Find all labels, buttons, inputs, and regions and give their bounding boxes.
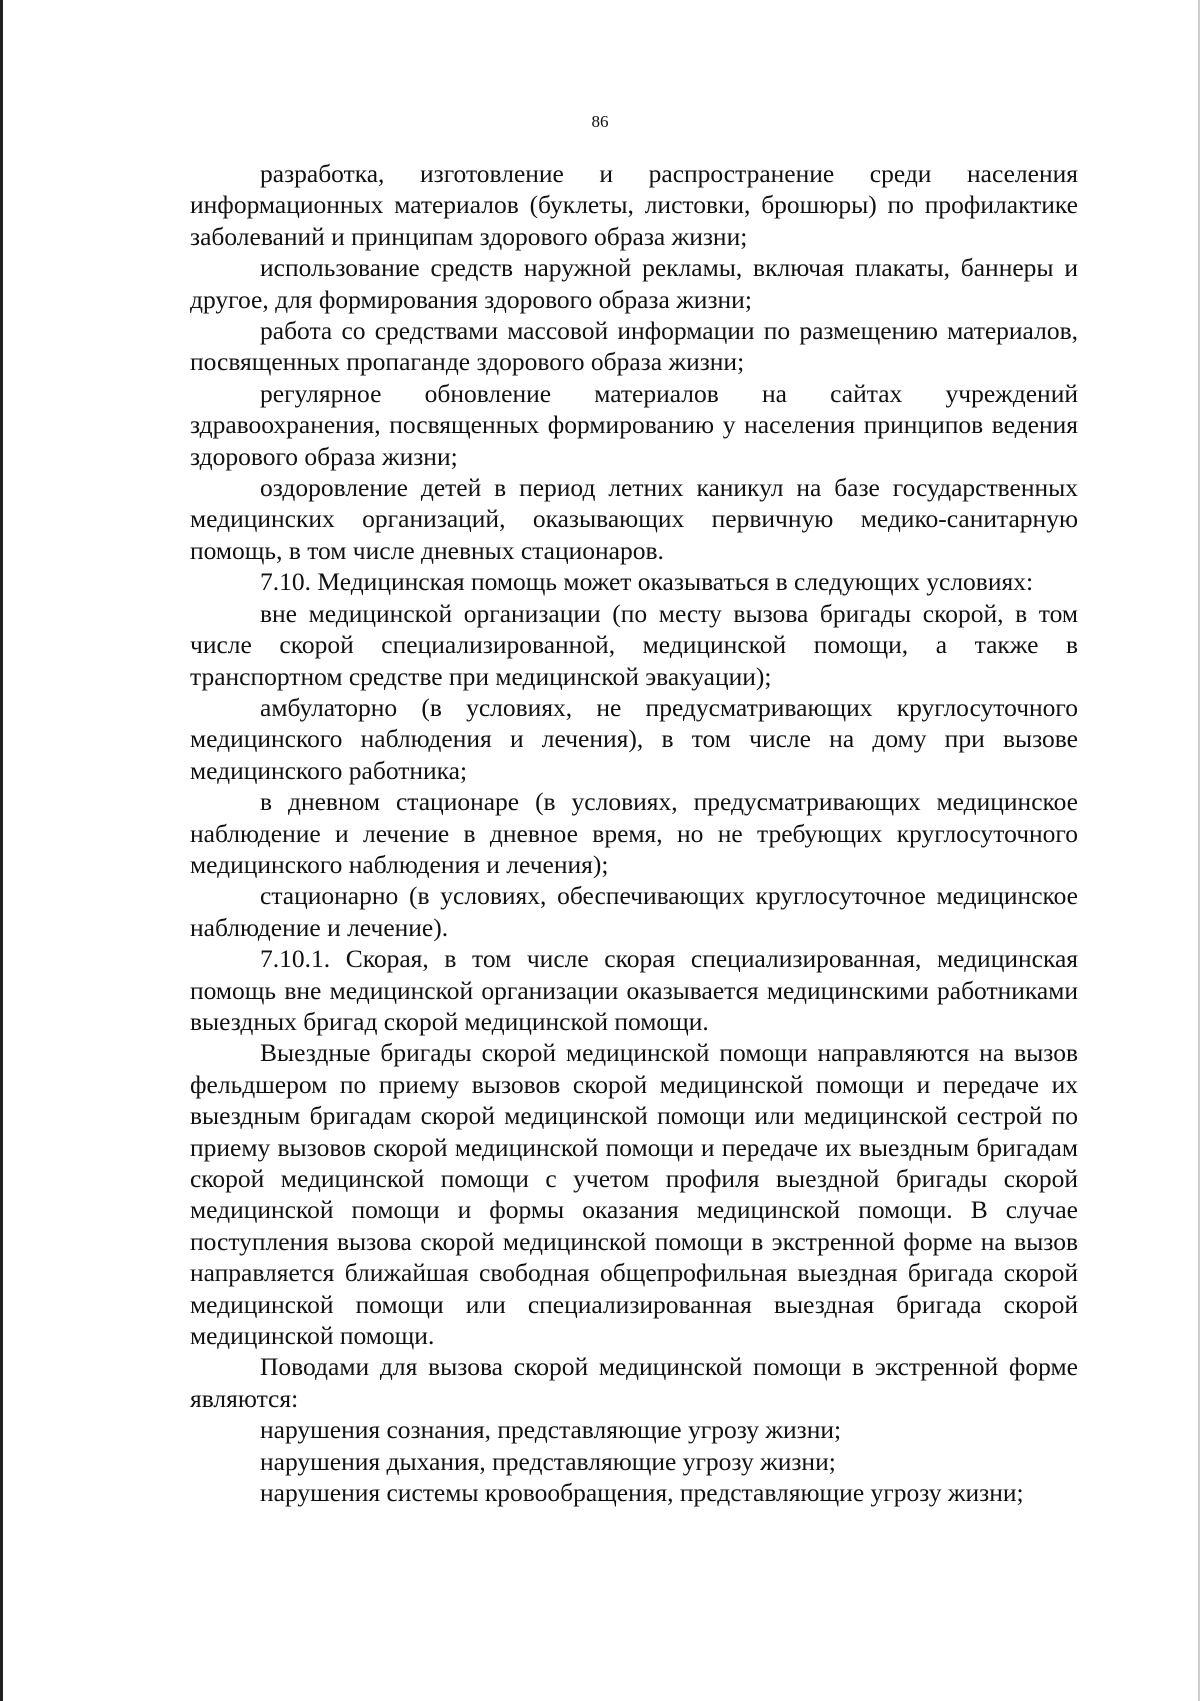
paragraph-section-7-10-1: 7.10.1. Скорая, в том числе скорая специализированная, медицинская помощь вне медицинской организации оказывается медицинскими работниками выездных бригад скорой медицинской помощи. — [190, 944, 1078, 1036]
scan-left-edge — [0, 0, 3, 1701]
paragraph-inpatient: стационарно (в условиях, обеспечивающих круглосуточное медицинское наблюдение и лечение). — [190, 881, 1078, 942]
paragraph-outside-organization: вне медицинской организации (по месту вызова бригады скорой, в том числе скорой специализированной, медицинской помощи, а также в транспортном средстве при медицинской эвакуации); — [190, 598, 1078, 691]
paragraph-emergency-reasons: Поводами для вызова скорой медицинской помощи в экстренной форме являются: — [190, 1352, 1078, 1413]
paragraph-outdoor-ads: использование средств наружной рекламы, включая плакаты, баннеры и другое, для формирования здорового образа жизни; — [190, 253, 1078, 314]
paragraph-children-recovery: оздоровление детей в период летних каникул на базе государственных медицинских организаций, оказывающих первичную медико-санитарную помощь, в том числе дневных стационаров. — [190, 473, 1078, 565]
paragraph-day-hospital: в дневном стационаре (в условиях, предусматривающих медицинское наблюдение и лечение в дневное время, но не требующих круглосуточного медицинского наблюдения и лечения); — [190, 787, 1078, 879]
page-number: 86 — [591, 112, 609, 131]
paragraph-info-materials: разработка, изготовление и распространение среди населения информационных материалов (буклеты, листовки, брошюры) по профилактике заболеваний и принципам здорового образа жизни; — [190, 159, 1078, 251]
paragraph-consciousness: нарушения сознания, представляющие угрозу жизни; — [260, 1415, 842, 1445]
paragraph-outpatient: амбулаторно (в условиях, не предусматривающих круглосуточного медицинского наблюдения и лечения), в том числе на дому при вызове медицинского работника; — [190, 692, 1078, 785]
document-body — [190, 158, 1078, 1508]
paragraph-circulation: нарушения системы кровообращения, представляющие угрозу жизни; — [260, 1478, 1024, 1508]
paragraph-media-work: работа со средствами массовой информации по размещению материалов, посвященных пропаганде здорового образа жизни; — [190, 316, 1078, 377]
paragraph-breathing: нарушения дыхания, представляющие угрозу жизни; — [260, 1446, 836, 1476]
paragraph-ambulance-teams: Выездные бригады скорой медицинской помощи направляются на вызов фельдшером по приему вызовов скорой медицинской помощи и передаче их выездным бригадам скорой медицинской помощи или медицинской сестрой по приему вызовов скорой медицинской помощи и передаче их выездным бригадам скорой медицинской помощи с учетом профиля выездной бригады скорой медицинской помощи и формы оказания медицинской помощи. В случае поступления вызова скорой медицинской помощи в экстренной форме на вызов направляется ближайшая свободная общепрофильная выездная бригада скорой медицинской помощи или специализированная выездная бригада скорой медицинской помощи. — [190, 1038, 1078, 1351]
paragraph-website-updates: регулярное обновление материалов на сайтах учреждений здравоохранения, посвященных формированию у населения принципов ведения здорового образа жизни; — [190, 378, 1078, 471]
paragraph-section-7-10: 7.10. Медицинская помощь может оказываться в следующих условиях: — [260, 567, 1034, 597]
